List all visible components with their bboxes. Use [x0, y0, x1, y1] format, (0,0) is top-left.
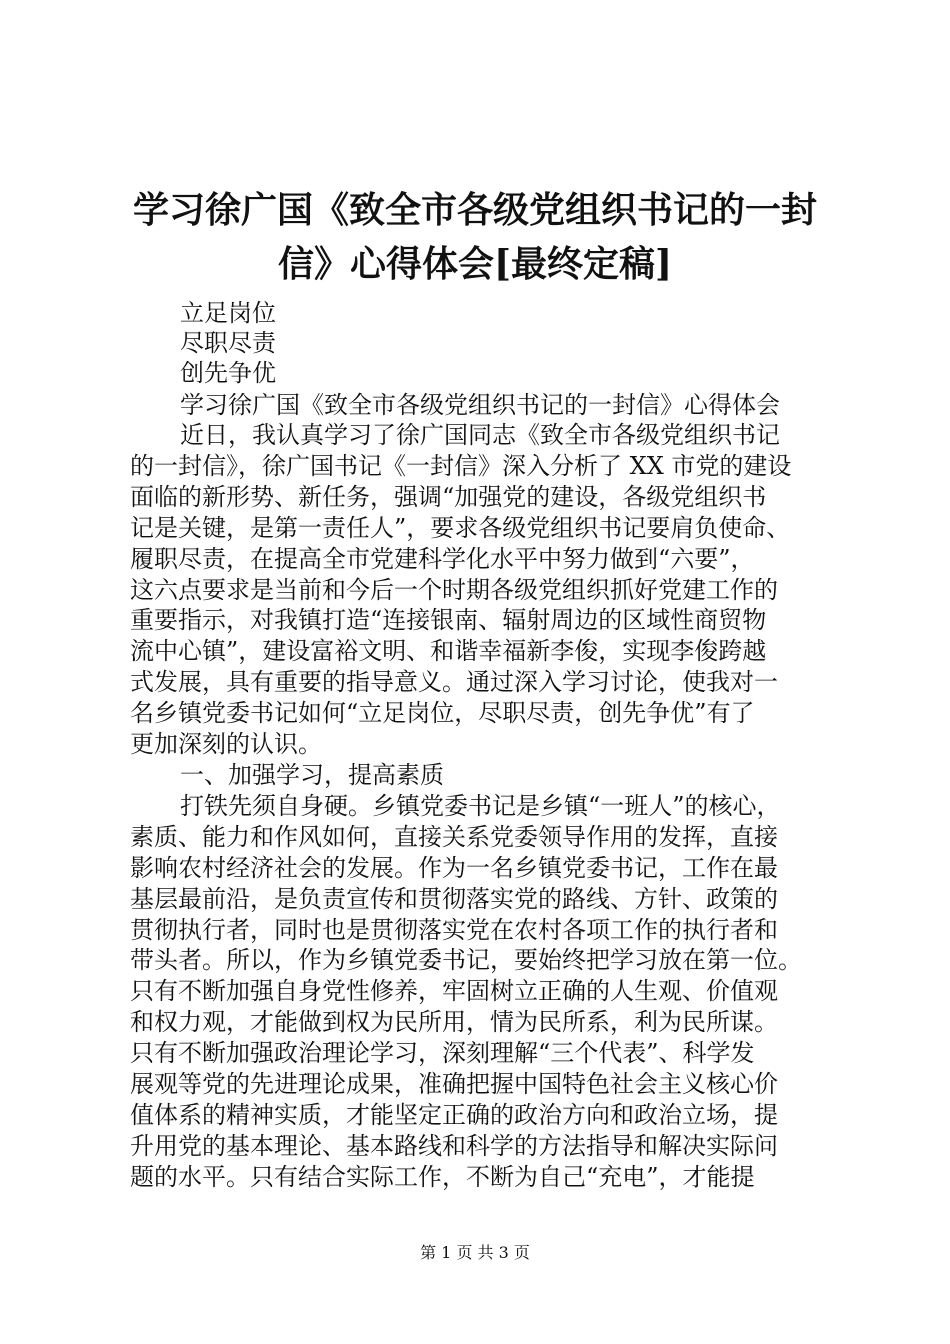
page-number: 第 1 页 共 3 页 — [420, 1243, 530, 1262]
paragraph-line: 更加深刻的认识。 — [130, 730, 322, 758]
paragraph-line: 打铁先须自身硬。乡镇党委书记是乡镇“一班人”的核心， — [180, 792, 781, 820]
subtitle-line: 学习徐广国《致全市各级党组织书记的一封信》心得体会 — [180, 391, 780, 419]
subtitle-line: 尽职尽责 — [180, 329, 276, 357]
document-title-line-1: 学习徐广国《致全市各级党组织书记的一封 — [132, 189, 817, 231]
paragraph-line: 素质、能力和作风如何，直接关系党委领导作用的发挥，直接 — [130, 823, 778, 851]
section-heading: 一、加强学习，提高素质 — [180, 761, 444, 789]
paragraph-line: 履职尽责，在提高全市党建科学化水平中努力做到“六要”， — [130, 545, 755, 573]
paragraph-line: 面临的新形势、新任务，强调“加强党的建设，各级党组织书 — [130, 483, 767, 511]
paragraph-line: 只有不断加强自身党性修养，牢固树立正确的人生观、价值观 — [130, 977, 778, 1005]
paragraph-line: 只有不断加强政治理论学习，深刻理解“三个代表”、科学发 — [130, 1039, 755, 1067]
paragraph-line: 记是关键，是第一责任人”，要求各级党组织书记要肩负使命、 — [130, 514, 791, 542]
paragraph-line: 的一封信》，徐广国书记《一封信》深入分析了 XX 市党的建设 — [130, 452, 792, 480]
paragraph-line: 这六点要求是当前和今后一个时期各级党组织抓好党建工作的 — [130, 576, 778, 604]
paragraph-line: 式发展，具有重要的指导意义。通过深入学习讨论，使我对一 — [130, 668, 778, 696]
paragraph-line: 值体系的精神实质，才能坚定正确的政治方向和政治立场，提 — [130, 1101, 778, 1129]
paragraph-line: 流中心镇”，建设富裕文明、和谐幸福新李俊，实现李俊跨越 — [130, 637, 767, 665]
document-title-line-2: 信》心得体会[最终定稿] — [277, 243, 673, 285]
paragraph-line: 重要指示，对我镇打造“连接银南、辐射周边的区域性商贸物 — [130, 606, 767, 634]
paragraph-line: 贯彻执行者，同时也是贯彻落实党在农村各项工作的执行者和 — [130, 916, 778, 944]
paragraph-line: 升用党的基本理论、基本路线和科学的方法指导和解决实际问 — [130, 1132, 778, 1160]
paragraph-line: 和权力观，才能做到权为民所用，情为民所系，利为民所谋。 — [130, 1008, 778, 1036]
subtitle-line: 创先争优 — [180, 359, 276, 387]
paragraph-line: 名乡镇党委书记如何“立足岗位，尽职尽责，创先争优”有了 — [130, 699, 755, 727]
paragraph-line: 近日，我认真学习了徐广国同志《致全市各级党组织书记 — [180, 421, 780, 449]
subtitle-line: 立足岗位 — [180, 299, 276, 327]
paragraph-line: 基层最前沿，是负责宣传和贯彻落实党的路线、方针、政策的 — [130, 885, 778, 913]
paragraph-line: 影响农村经济社会的发展。作为一名乡镇党委书记，工作在最 — [130, 854, 778, 882]
paragraph-line: 展观等党的先进理论成果，准确把握中国特色社会主义核心价 — [130, 1070, 778, 1098]
paragraph-line: 带头者。所以，作为乡镇党委书记，要始终把学习放在第一位。 — [130, 946, 802, 974]
paragraph-line: 题的水平。只有结合实际工作，不断为自己“充电”，才能提 — [130, 1163, 755, 1191]
